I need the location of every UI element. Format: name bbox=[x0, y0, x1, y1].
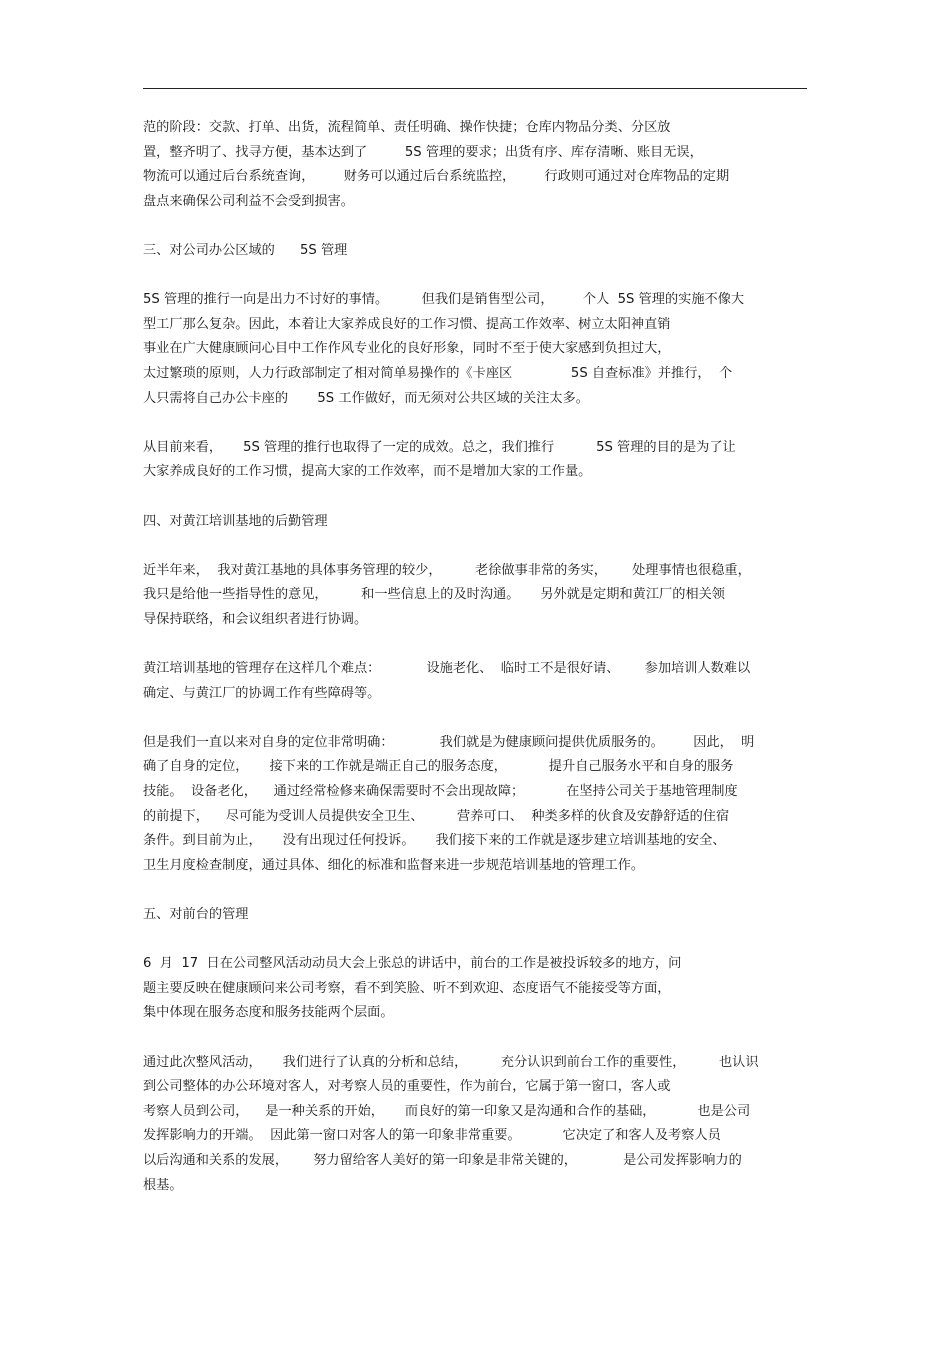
paragraph bbox=[143, 657, 807, 706]
text-line: 导保持联络，和会议组织者进行协调。 bbox=[143, 611, 368, 627]
text-line: 置，整齐明了、找寻方便，基本达到了 5S 管理的要求；出货有序、库存清晰、账目无误， bbox=[143, 144, 703, 160]
text-line: 通过此次整风活动， 我们进行了认真的分析和总结， 充分认识到前台工作的重要性， 也认识 bbox=[143, 1054, 759, 1070]
text-line: 近半年来， 我对黄江基地的具体事务管理的较少， 老徐做事非常的务实， 处理事情也很稳重， bbox=[143, 562, 751, 578]
text-line: 但是我们一直以来对自身的定位非常明确： 我们就是为健康顾问提供优质服务的。 因此， 明 bbox=[143, 734, 755, 750]
paragraph bbox=[143, 731, 807, 879]
text-line: 五、对前台的管理 bbox=[143, 907, 249, 922]
text-line: 从目前来看， 5S 管理的推行也取得了一定的成效。总之，我们推行 5S 管理的目的是为了让 bbox=[143, 439, 736, 455]
paragraph bbox=[143, 1051, 807, 1199]
paragraph bbox=[143, 952, 807, 1026]
text-line: 的前提下， 尽可能为受训人员提供安全卫生、 营养可口、 种类多样的伙食及安静舒适的住宿 bbox=[143, 808, 730, 824]
section-heading bbox=[143, 903, 807, 928]
text-line: 题主要反映在健康顾问来公司考察，看不到笑脸、听不到欢迎、态度语气不能接受等方面， bbox=[143, 980, 671, 996]
paragraph-gap bbox=[143, 878, 807, 903]
text-line: 范的阶段：交款、打单、出货，流程简单、责任明确、操作快捷；仓库内物品分类、分区放 bbox=[143, 120, 671, 135]
paragraph-gap bbox=[143, 928, 807, 953]
text-line: 物流可以通过后台系统查询， 财务可以通过后台系统监控， 行政则可通过对仓库物品的定期 bbox=[143, 169, 730, 185]
paragraph-gap bbox=[143, 411, 807, 436]
text-line: 三、对公司办公区域的 5S 管理 bbox=[143, 242, 348, 258]
text-line: 5S 管理的推行一向是出力不讨好的事情。 但我们是销售型公司， 个人 5S 管理的实施不像大 bbox=[143, 292, 745, 308]
paragraph-gap bbox=[143, 632, 807, 657]
paragraph-gap bbox=[143, 534, 807, 559]
paragraph-gap bbox=[143, 485, 807, 510]
paragraph-gap bbox=[143, 264, 807, 289]
text-line: 发挥影响力的开端。 因此第一窗口对客人的第一印象非常重要。 它决定了和客人及考察人员 bbox=[143, 1128, 721, 1144]
section-heading bbox=[143, 239, 807, 264]
text-line: 卫生月度检查制度，通过具体、细化的标准和监督来进一步规范培训基地的管理工作。 bbox=[143, 857, 645, 873]
paragraph bbox=[143, 436, 807, 485]
text-line: 型工厂那么复杂。因此，本着让大家养成良好的工作习惯、提高工作效率、树立太阳神直销 bbox=[143, 316, 671, 332]
paragraph-gap bbox=[143, 706, 807, 731]
text-line: 到公司整体的办公环境对客人，对考察人员的重要性，作为前台，它属于第一窗口，客人或 bbox=[143, 1079, 671, 1095]
header-rule bbox=[143, 88, 807, 89]
text-line: 集中体现在服务态度和服务技能两个层面。 bbox=[143, 1005, 394, 1021]
paragraph bbox=[143, 288, 807, 411]
text-line: 盘点来确保公司利益不会受到损害。 bbox=[143, 193, 354, 209]
paragraph-gap bbox=[143, 214, 807, 239]
text-line: 确定、与黄江厂的协调工作有些障碍等。 bbox=[143, 685, 381, 701]
text-line: 事业在广大健康顾问心目中工作作风专业化的良好形象，同时不至于使大家感到负担过大， bbox=[143, 341, 671, 357]
paragraph bbox=[143, 116, 807, 214]
text-line: 四、对黄江培训基地的后勤管理 bbox=[143, 513, 328, 529]
text-line: 技能。 设备老化， 通过经常检修来确保需要时不会出现故障； 在坚持公司关于基地管理制度 bbox=[143, 784, 738, 800]
text-line: 根基。 bbox=[143, 1177, 183, 1193]
text-line: 黄江培训基地的管理存在这样几个难点： 设施老化、 临时工不是很好请、 参加培训人数难以 bbox=[143, 661, 751, 677]
text-line: 大家养成良好的工作习惯，提高大家的工作效率，而不是增加大家的工作量。 bbox=[143, 464, 592, 480]
text-line: 考察人员到公司， 是一种关系的开始， 而良好的第一印象又是沟通和合作的基础， 也是公司 bbox=[143, 1103, 751, 1119]
section-heading bbox=[143, 510, 807, 535]
text-line: 太过繁琐的原则，人力行政部制定了相对简单易操作的《卡座区 5S 自查标准》并推行， 个 bbox=[143, 365, 733, 381]
paragraph-gap bbox=[143, 1026, 807, 1051]
document-body bbox=[143, 116, 807, 1198]
paragraph bbox=[143, 559, 807, 633]
text-line: 以后沟通和关系的发展， 努力留给客人美好的第一印象是非常关键的， 是公司发挥影响力的 bbox=[143, 1152, 742, 1168]
text-line: 人只需将自己办公卡座的 5S 工作做好，而无须对公共区域的关注太多。 bbox=[143, 390, 589, 406]
text-line: 条件。到目前为止， 没有出现过任何投诉。 我们接下来的工作就是逐步建立培训基地的安全、 bbox=[143, 833, 726, 849]
text-line: 我只是给他一些指导性的意见， 和一些信息上的及时沟通。 另外就是定期和黄江厂的相关领 bbox=[143, 587, 725, 603]
text-line: 6 月 17 日在公司整风活动动员大会上张总的讲话中，前台的工作是被投诉较多的地方，问 bbox=[143, 956, 682, 972]
text-line: 确了自身的定位， 接下来的工作就是端正自己的服务态度， 提升自己服务水平和自身的服务 bbox=[143, 759, 734, 775]
